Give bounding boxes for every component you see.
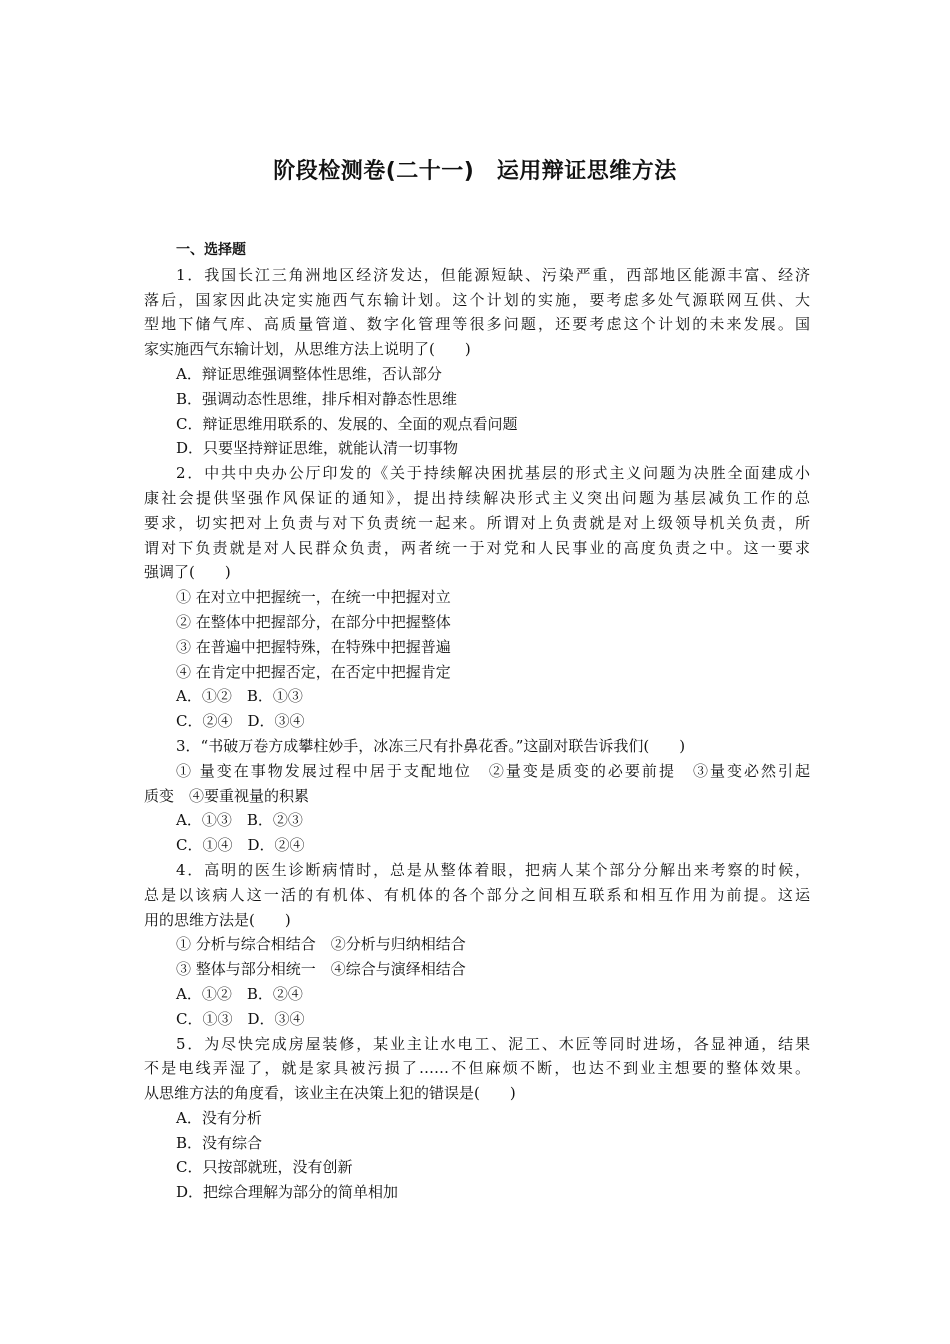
- statement-item: ④ 在肯定中把握否定，在否定中把握肯定: [176, 662, 451, 681]
- question-text: 家实施西气东输计划，从思维方法上说明了( ): [144, 340, 471, 359]
- question-text: 康社会提供坚强作风保证的通知》，提出持续解决形式主义突出问题为基层减负工作的总: [144, 488, 810, 507]
- statement-item: 质变 ④要重视量的积累: [144, 786, 310, 805]
- question-2: [144, 461, 810, 734]
- question-text: 型地下储气库、高质量管道、数字化管理等很多问题，还要考虑这个计划的未来发展。国: [144, 315, 810, 334]
- option-row[interactable]: A．①② B．②④: [176, 984, 303, 1003]
- question-text: 5．为尽快完成房屋装修，某业主让水电工、泥工、木匠等同时进场，各显神通，结果: [176, 1034, 810, 1053]
- option-row[interactable]: A．①③ B．②③: [176, 811, 303, 830]
- question-3: [144, 734, 810, 858]
- question-text: 3．“书破万卷方成攀柱妙手，冰冻三尺有扑鼻花香。”这副对联告诉我们( ): [176, 736, 686, 755]
- question-text: 2．中共中央办公厅印发的《关于持续解决困扰基层的形式主义问题为决胜全面建成小: [176, 464, 810, 483]
- option-a[interactable]: A．没有分析: [176, 1108, 262, 1127]
- question-4: [144, 858, 810, 1032]
- option-b[interactable]: B．强调动态性思维，排斥相对静态性思维: [176, 389, 458, 408]
- question-text: 用的思维方法是( ): [144, 910, 291, 929]
- question-text: 落后，国家因此决定实施西气东输计划。这个计划的实施，要考虑多处气源联网互供、大: [144, 290, 810, 309]
- option-row[interactable]: C．①④ D．②④: [176, 836, 305, 855]
- option-row[interactable]: C．①③ D．③④: [176, 1009, 305, 1028]
- statement-item: ① 在对立中把握统一，在统一中把握对立: [176, 588, 451, 607]
- question-1: [144, 263, 810, 461]
- question-text: 要求，切实把对上负责与对下负责统一起来。所谓对上负责就是对上级领导机关负责，所: [144, 513, 810, 532]
- question-text: 不是电线弄湿了，就是家具被污损了……不但麻烦不断，也达不到业主想要的整体效果。: [144, 1059, 810, 1078]
- statement-item: ③ 在普遍中把握特殊，在特殊中把握普遍: [176, 637, 451, 656]
- section-heading: 一、选择题: [176, 242, 246, 258]
- statement-item: ② 在整体中把握部分，在部分中把握整体: [176, 612, 451, 631]
- option-b[interactable]: B．没有综合: [176, 1133, 263, 1152]
- question-text: 从思维方法的角度看，该业主在决策上犯的错误是( ): [144, 1084, 516, 1103]
- question-text: 4．高明的医生诊断病情时，总是从整体着眼，把病人某个部分分解出来考察的时候，: [176, 860, 810, 879]
- option-row[interactable]: A．①② B．①③: [176, 687, 303, 706]
- statement-item: ① 量变在事物发展过程中居于支配地位 ②量变是质变的必要前提 ③量变必然引起: [176, 761, 810, 780]
- option-a[interactable]: A．辩证思维强调整体性思维，否认部分: [176, 364, 442, 383]
- option-c[interactable]: C．辩证思维用联系的、发展的、全面的观点看问题: [176, 414, 518, 433]
- option-d[interactable]: D．只要坚持辩证思维，就能认清一切事物: [176, 439, 459, 458]
- question-text: 谓对下负责就是对人民群众负责，两者统一于对党和人民事业的高度负责之中。这一要求: [144, 538, 810, 557]
- question-text: 1．我国长江三角洲地区经济发达，但能源短缺、污染严重，西部地区能源丰富、经济: [176, 265, 810, 284]
- statement-item: ① 分析与综合相结合 ②分析与归纳相结合: [176, 935, 466, 954]
- option-row[interactable]: C．②④ D．③④: [176, 712, 305, 731]
- option-c[interactable]: C．只按部就班，没有创新: [176, 1158, 353, 1177]
- page-title: 阶段检测卷(二十一) 运用辩证思维方法: [273, 159, 677, 184]
- question-5: [144, 1032, 810, 1206]
- option-d[interactable]: D．把综合理解为部分的简单相加: [176, 1183, 399, 1202]
- question-text: 总是以该病人这一活的有机体、有机体的各个部分之间相互联系和相互作用为前提。这运: [144, 885, 810, 904]
- document-body: [144, 238, 810, 1205]
- statement-item: ③ 整体与部分相统一 ④综合与演绎相结合: [176, 960, 466, 979]
- question-text: 强调了( ): [144, 563, 231, 582]
